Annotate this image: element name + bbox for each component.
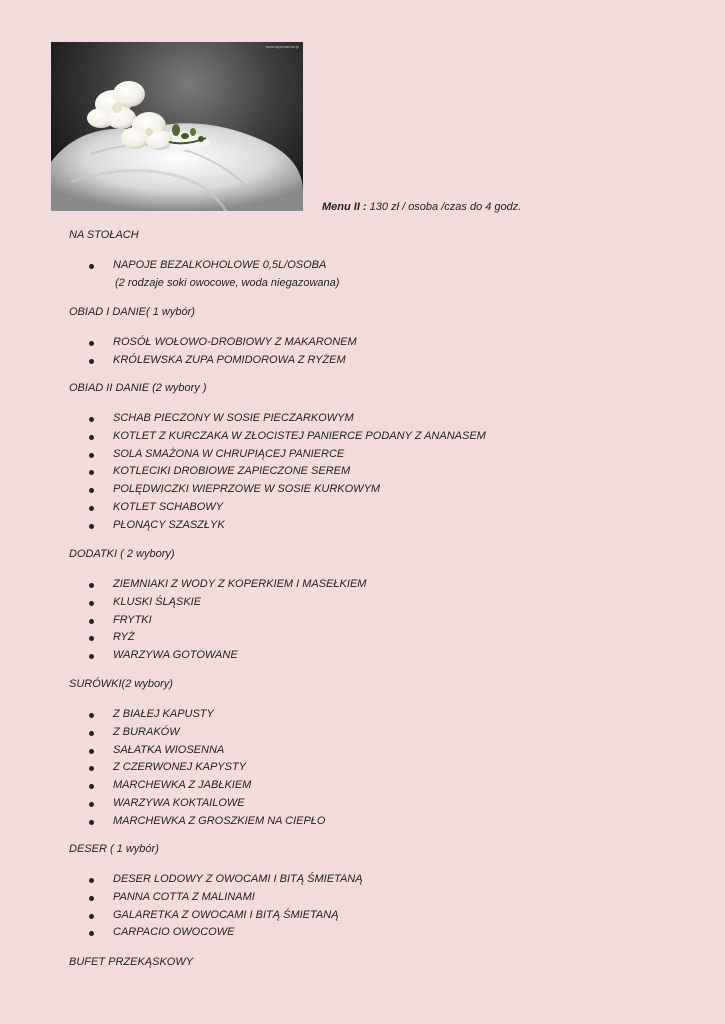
bullet-icon xyxy=(89,488,94,493)
menu-item: KLUSKI ŚLĄSKIE xyxy=(113,595,202,608)
menu-item: NAPOJE BEZALKOHOLOWE 0,5L/OSOBA xyxy=(113,259,327,271)
menu-item: ZIEMNIAKI Z WODY Z KOPERKIEM I MASEŁKIEM xyxy=(113,578,367,590)
menu-label: Menu II : xyxy=(322,201,367,213)
menu-item: Z CZERWONEJ KAPYSTY xyxy=(113,761,247,774)
bullet-icon xyxy=(89,713,94,718)
menu-item: KRÓLEWSKA ZUPA POMIDOROWA Z RYŻEM xyxy=(113,353,346,366)
section-title: DODATKI ( 2 wybory) xyxy=(69,548,175,560)
bullet-icon xyxy=(89,896,94,901)
bullet-icon xyxy=(89,636,94,641)
bullet-icon xyxy=(89,619,94,624)
menu-item: KOTLET SCHABOWY xyxy=(113,501,224,513)
bullet-icon xyxy=(89,453,94,458)
section-title: SURÓWKI(2 wybory) xyxy=(69,678,173,690)
menu-item: ROSÓŁ WOŁOWO-DROBIOWY Z MAKARONEM xyxy=(113,336,357,348)
bullet-icon xyxy=(89,731,94,736)
image-watermark: www.tapeciarnia.pl xyxy=(265,44,299,49)
bullet-icon xyxy=(89,524,94,529)
bullet-icon xyxy=(89,878,94,883)
menu-details: 130 zł / osoba /czas do 4 godz. xyxy=(369,201,522,213)
bullet-icon xyxy=(89,417,94,422)
bullet-icon xyxy=(89,784,94,789)
menu-item: POLĘDWICZKI WIEPRZOWE W SOSIE KURKOWYM xyxy=(113,483,381,496)
menu-item: SOLA SMAŻONA W CHRUPIĄCEJ PANIERCE xyxy=(113,447,345,460)
menu-item: SAŁATKA WIOSENNA xyxy=(113,743,225,756)
bullet-icon xyxy=(89,931,94,936)
bullet-icon xyxy=(89,766,94,771)
bullet-icon xyxy=(89,264,94,269)
white-flowers-on-satin-image xyxy=(51,42,303,211)
menu-item: RYŻ xyxy=(113,631,135,644)
bullet-icon xyxy=(89,802,94,807)
menu-item: Z BIAŁEJ KAPUSTY xyxy=(113,708,214,720)
flower-photo xyxy=(51,42,303,211)
menu-item: KOTLECIKI DROBIOWE ZAPIECZONE SEREM xyxy=(113,465,351,478)
menu-item: CARPACIO OWOCOWE xyxy=(113,926,235,939)
menu-item: WARZYWA GOTOWANE xyxy=(113,649,238,662)
bullet-icon xyxy=(89,470,94,475)
menu-item: PŁONĄCY SZASZŁYK xyxy=(113,518,225,531)
bullet-icon xyxy=(89,914,94,919)
bullet-icon xyxy=(89,820,94,825)
menu-item: MARCHEWKA Z JABŁKIEM xyxy=(113,779,252,792)
bullet-icon xyxy=(89,583,94,588)
menu-item: Z BURAKÓW xyxy=(113,725,180,738)
item-note: (2 rodzaje soki owocowe, woda niegazowana) xyxy=(115,276,340,289)
menu-item: KOTLET Z KURCZAKA W ZŁOCISTEJ PANIERCE PODANY Z ANANASEM xyxy=(113,429,486,442)
section-title: DESER ( 1 wybór) xyxy=(69,843,159,855)
bullet-icon xyxy=(89,506,94,511)
bullet-icon xyxy=(89,654,94,659)
section-title: OBIAD II DANIE (2 wybory ) xyxy=(69,382,207,394)
menu-item: DESER LODOWY Z OWOCAMI I BITĄ ŚMIETANĄ xyxy=(113,873,363,885)
bullet-icon xyxy=(89,359,94,364)
menu-item: GALARETKA Z OWOCAMI I BITĄ ŚMIETANĄ xyxy=(113,908,339,921)
menu-item: MARCHEWKA Z GROSZKIEM NA CIEPŁO xyxy=(113,814,326,827)
menu-item: SCHAB PIECZONY W SOSIE PIECZARKOWYM xyxy=(113,412,354,424)
menu-heading xyxy=(322,201,521,213)
bullet-icon xyxy=(89,749,94,754)
bullet-icon xyxy=(89,341,94,346)
section-title: BUFET PRZEKĄSKOWY xyxy=(69,956,194,968)
bullet-icon xyxy=(89,435,94,440)
section-title: OBIAD I DANIE( 1 wybór) xyxy=(69,306,195,318)
section-title: NA STOŁACH xyxy=(69,229,139,241)
menu-item: PANNA COTTA Z MALINAMI xyxy=(113,890,255,903)
menu-item: WARZYWA KOKTAILOWE xyxy=(113,797,245,809)
menu-item: FRYTKI xyxy=(113,613,152,626)
bullet-icon xyxy=(89,601,94,606)
